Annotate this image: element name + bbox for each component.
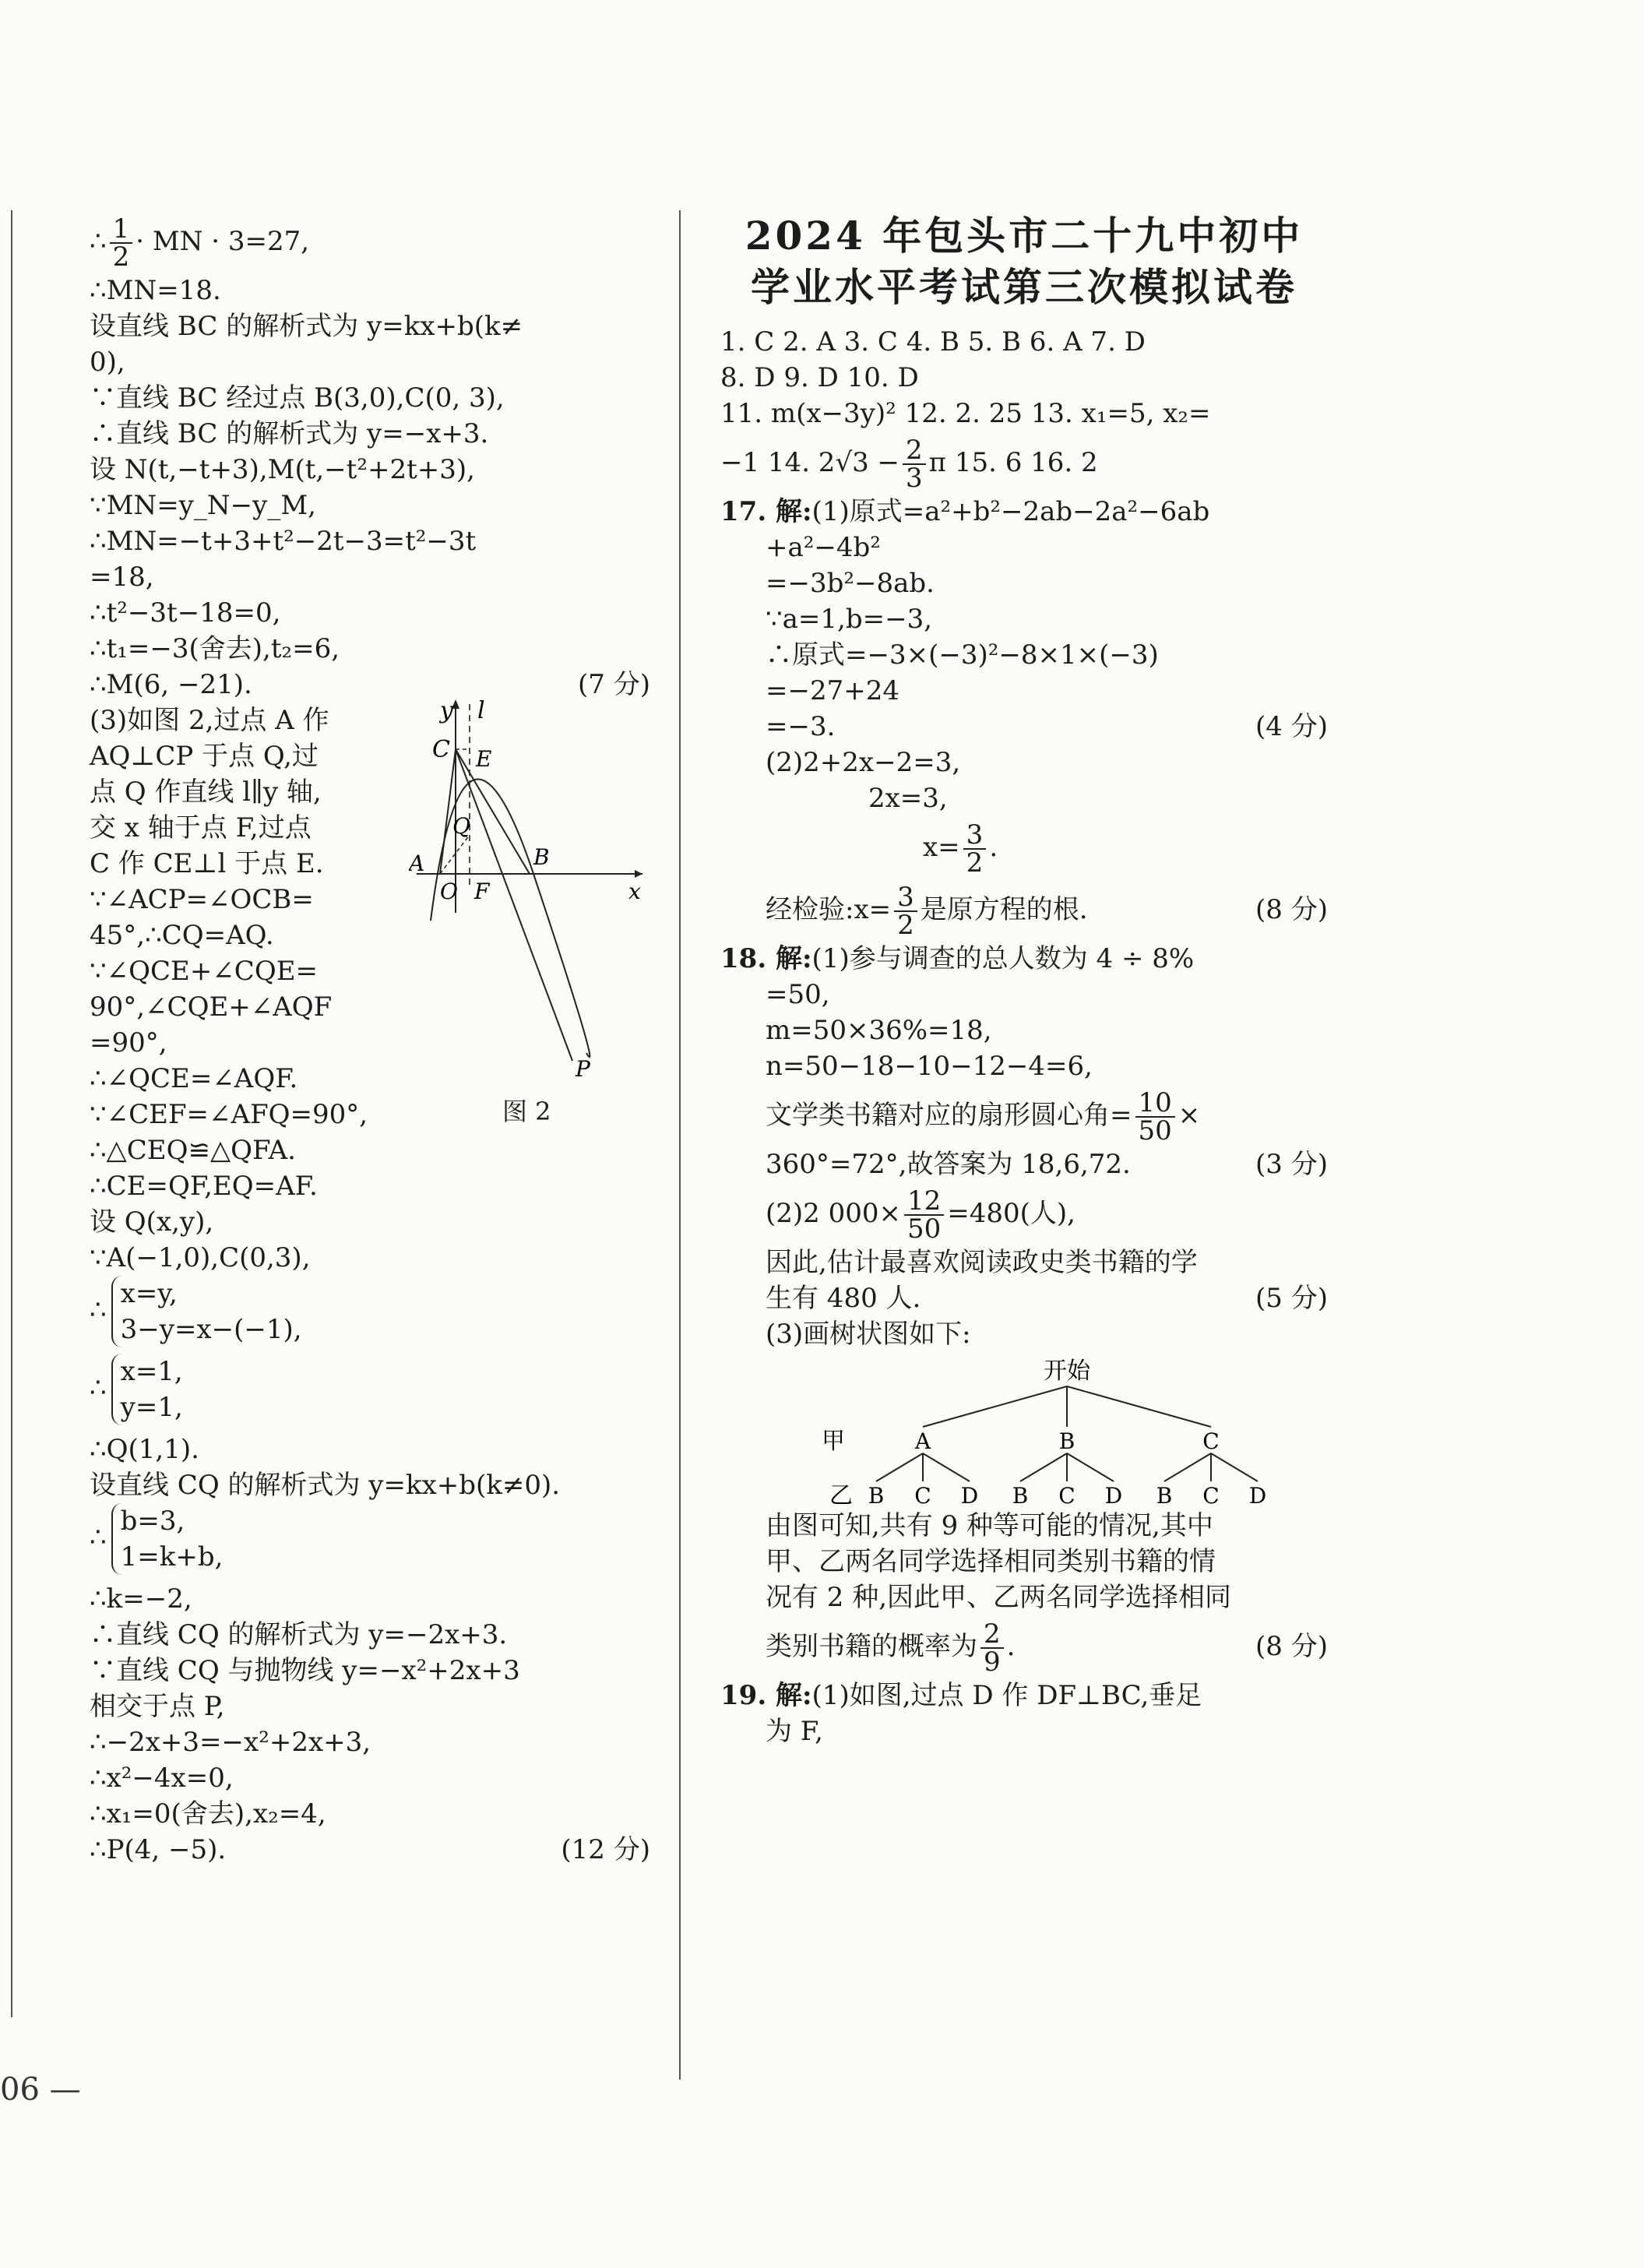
tree-node-b: B xyxy=(1058,1428,1075,1454)
question-number: 18. 解: xyxy=(720,943,812,974)
score-mark: (8 分) xyxy=(1255,1631,1328,1662)
text-line: 设直线 BC 的解析式为 y=kx+b(k≠ xyxy=(90,311,523,342)
fig-label-c: C xyxy=(432,736,450,763)
answer-line: −1 14. 2√3 − $\frac{2}{3}$ π 15. 6 16. 2 xyxy=(720,435,1098,494)
text-line: (2)2 000× $\frac{12}{50}$ =480(人), xyxy=(766,1185,1075,1245)
text-line: 交 x 轴于点 F,过点 xyxy=(90,812,312,843)
score-mark: (5 分) xyxy=(1255,1283,1328,1314)
left-margin-rule xyxy=(11,210,12,2017)
page-title-line-1: 2024 年包头市二十九中初中 xyxy=(745,213,1304,259)
text-line: 相交于点 P, xyxy=(90,1691,225,1722)
text-line: ∴△CEQ≌△QFA. xyxy=(90,1135,296,1166)
page-number: 06 — xyxy=(0,2072,81,2108)
text-line: =−27+24 xyxy=(766,675,899,706)
text-line: 设 Q(x,y), xyxy=(90,1206,214,1238)
text-line: 90°,∠CQE+∠AQF xyxy=(90,991,333,1023)
tree-leaf: B xyxy=(1012,1483,1029,1508)
text-line: ∴ $\frac{1}{2}$ · MN · 3=27, xyxy=(90,213,310,273)
column-divider xyxy=(679,210,681,2080)
text-line: =−3. (4 分) xyxy=(720,709,1328,745)
text-line: 类别书籍的概率为 $\frac{2}{9}$ . (8 分) xyxy=(720,1615,1328,1678)
text-line: n=50−18−10−12−4=6, xyxy=(766,1051,1093,1082)
text-line: (3)如图 2,过点 A 作 xyxy=(90,705,329,736)
text-line: 设 N(t,−t+3),M(t,−t²+2t+3), xyxy=(90,454,475,485)
fig-label-x: x xyxy=(628,879,641,904)
score-mark: (4 分) xyxy=(1255,711,1328,742)
text-line: 18. 解:(1)参与调查的总人数为 4 ÷ 8% xyxy=(720,943,1195,974)
text-line: ∵∠ACP=∠OCB= xyxy=(90,884,314,915)
score-mark: (8 分) xyxy=(1255,894,1328,925)
text-line: =50, xyxy=(766,979,830,1010)
answer-line: 1. C 2. A 3. C 4. B 5. B 6. A 7. D xyxy=(720,326,1146,357)
text-line: ∴t₁=−3(舍去),t₂=6, xyxy=(90,633,340,664)
text-line: 况有 2 种,因此甲、乙两名同学选择相同 xyxy=(766,1582,1232,1613)
text-line: (3)画树状图如下: xyxy=(766,1319,971,1350)
question-number: 17. 解: xyxy=(720,496,812,527)
text-line: ∵a=1,b=−3, xyxy=(766,604,933,635)
text-line: ∵MN=y_N−y_M, xyxy=(90,490,316,521)
text-line: 19. 解:(1)如图,过点 D 作 DF⊥BC,垂足 xyxy=(720,1680,1202,1711)
tree-leaf: C xyxy=(914,1483,931,1508)
text-line: +a²−4b² xyxy=(766,532,881,563)
text-line: 文学类书籍对应的扇形圆心角= $\frac{10}{50}$ × xyxy=(766,1087,1201,1146)
tree-leaf: B xyxy=(1156,1483,1173,1508)
fig-label-l: l xyxy=(477,697,485,724)
text-line: 经检验:x= $\frac{3}{2}$ 是原方程的根. (8 分) xyxy=(720,879,1328,941)
tree-node-a: A xyxy=(914,1428,931,1454)
text-line: ∴Q(1,1). xyxy=(90,1434,199,1465)
text-line: ∴CE=QF,EQ=AF. xyxy=(90,1171,318,1202)
fig-label-f: F xyxy=(474,879,490,904)
tree-root: 开始 xyxy=(1044,1358,1090,1385)
text-line: 设直线 CQ 的解析式为 y=kx+b(k≠0). xyxy=(90,1470,561,1501)
score-mark: (3 分) xyxy=(1255,1149,1328,1180)
text-line: 0), xyxy=(90,347,125,378)
question-number: 19. 解: xyxy=(720,1680,812,1711)
fig-label-b: B xyxy=(533,844,550,870)
text-line: m=50×36%=18, xyxy=(766,1015,992,1046)
text-line: ∴∠QCE=∠AQF. xyxy=(90,1063,298,1094)
tree-leaf: D xyxy=(1104,1483,1123,1508)
text-line: ∴MN=18. xyxy=(90,275,221,306)
system-of-equations: ∴ x=y, 3−y=x−(−1), xyxy=(90,1276,650,1354)
fig-label-o: O xyxy=(440,879,458,904)
text-line: 45°,∴CQ=AQ. xyxy=(90,920,274,951)
tree-label-jia: 甲 xyxy=(822,1428,845,1455)
text-line: x= $\frac{3}{2}$ . xyxy=(923,819,998,879)
figure-2-parabola xyxy=(409,695,650,1100)
fraction-half: $\frac{1}{2}$ xyxy=(110,216,133,270)
text-line: ∵直线 CQ 与抛物线 y=−x²+2x+3 xyxy=(90,1655,520,1686)
tree-leaf: D xyxy=(960,1483,979,1508)
text-line: ∵∠QCE+∠CQE= xyxy=(90,956,319,987)
text-line: 点 Q 作直线 l∥y 轴, xyxy=(90,777,322,808)
tree-leaf: B xyxy=(868,1483,885,1508)
text-line: 17. 解:(1)原式=a²+b²−2ab−2a²−6ab xyxy=(720,496,1210,527)
text-line: ∴−2x+3=−x²+2x+3, xyxy=(90,1727,371,1758)
text-line: ∴MN=−t+3+t²−2t−3=t²−3t xyxy=(90,526,477,557)
text-line: ∴t²−3t−18=0, xyxy=(90,597,281,629)
text-line: ∴x²−4x=0, xyxy=(90,1763,234,1794)
text-line: ∴原式=−3×(−3)²−8×1×(−3) xyxy=(766,639,1159,671)
tree-node-c: C xyxy=(1202,1428,1220,1454)
text-line: =90°, xyxy=(90,1027,167,1058)
text-line: ∴直线 BC 的解析式为 y=−x+3. xyxy=(90,418,489,449)
text-line: ∴x₁=0(舍去),x₂=4, xyxy=(90,1798,326,1830)
text-line: 为 F, xyxy=(766,1716,823,1747)
system-of-equations: ∴ x=1, y=1, xyxy=(90,1354,650,1432)
text-line: =−3b²−8ab. xyxy=(766,568,935,599)
text-line: 甲、乙两名同学选择相同类别书籍的情 xyxy=(766,1546,1216,1577)
text-line: C 作 CE⊥l 于点 E. xyxy=(90,848,324,879)
text-line: ∴k=−2, xyxy=(90,1583,192,1615)
left-column xyxy=(90,210,650,1868)
score-mark: (7 分) xyxy=(578,669,650,700)
text-line: AQ⊥CP 于点 Q,过 xyxy=(90,741,319,772)
tree-leaf: C xyxy=(1058,1483,1075,1508)
system-of-equations: ∴ b=3, 1=k+b, xyxy=(90,1503,650,1581)
text-line: ∴P(4, −5). (12 分) xyxy=(90,1832,650,1868)
text-line: 2x=3, xyxy=(868,783,948,814)
score-mark: (12 分) xyxy=(561,1834,650,1865)
figure-caption: 图 2 xyxy=(502,1097,551,1126)
answer-line: 11. m(x−3y)² 12. 2. 25 13. x₁=5, x₂= xyxy=(720,398,1211,429)
text-line: (2)2+2x−2=3, xyxy=(766,747,961,778)
fig-label-p: P xyxy=(576,1056,590,1082)
fig-label-a: A xyxy=(409,850,425,876)
text-line: ∴直线 CQ 的解析式为 y=−2x+3. xyxy=(90,1619,508,1650)
tree-diagram xyxy=(720,1352,1328,1508)
answer-line: 8. D 9. D 10. D xyxy=(720,362,919,393)
right-column xyxy=(720,210,1328,1749)
fig-label-q: Q xyxy=(452,813,470,839)
tree-leaf: D xyxy=(1248,1483,1267,1508)
text-line: 因此,估计最喜欢阅读政史类书籍的学 xyxy=(766,1247,1198,1278)
fig-label-e: E xyxy=(476,746,492,772)
page-title-line-2: 学业水平考试第三次模拟试卷 xyxy=(751,264,1297,310)
text-line: 由图可知,共有 9 种等可能的情况,其中 xyxy=(766,1510,1213,1541)
text-line: 360°=72°,故答案为 18,6,72. (3 分) xyxy=(720,1146,1328,1182)
fig-label-y: y xyxy=(440,697,453,724)
text-line: ∵∠CEF=∠AFQ=90°, xyxy=(90,1099,368,1130)
tree-leaf: C xyxy=(1202,1483,1220,1508)
text-line: ∵直线 BC 经过点 B(3,0),C(0, 3), xyxy=(90,382,505,414)
tree-label-yi: 乙 xyxy=(829,1482,853,1508)
text-line: 生有 480 人. (5 分) xyxy=(720,1280,1328,1316)
text-line: =18, xyxy=(90,562,154,593)
text-line: ∴M(6, −21). (7 分) xyxy=(90,667,650,703)
text-line: ∵A(−1,0),C(0,3), xyxy=(90,1242,311,1273)
